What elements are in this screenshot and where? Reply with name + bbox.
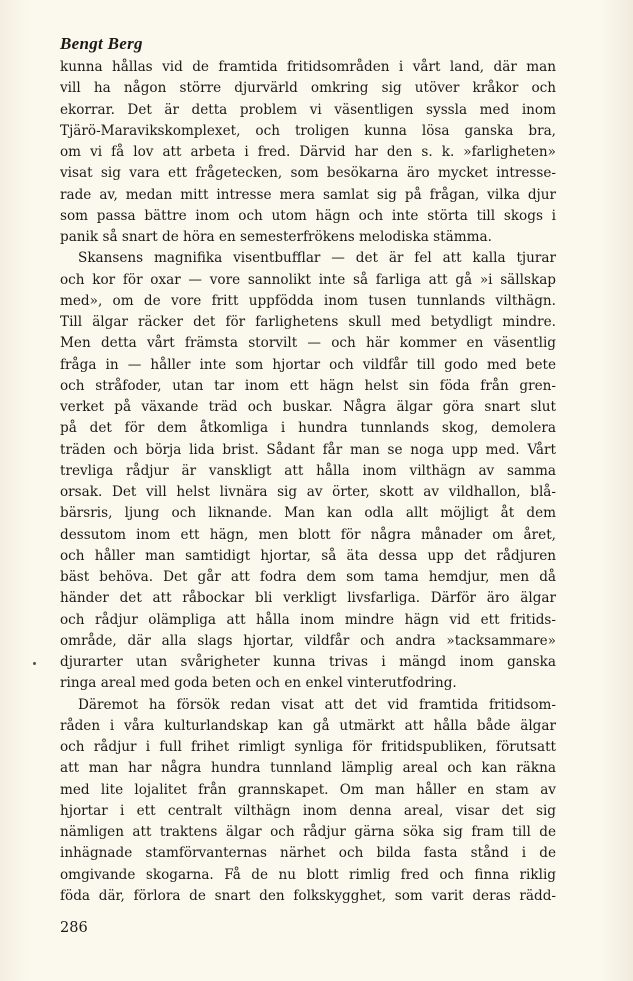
running-header-author: Bengt Berg [60, 34, 143, 53]
text-line: inhägnade stamförvanternas närhet och bilda fasta stånd i de [60, 845, 556, 862]
text-line: orsak. Det vill helst livnära sig av örter, skott av vildhallon, blå- [60, 484, 556, 500]
text-line: med», om de vore fritt uppfödda inom tusen tunnlands vilthägn. [60, 292, 556, 309]
text-line: på det för dem åtkomliga i hundra tunnlands skog, demolera [60, 420, 556, 437]
text-line: Tjärö-Maravikskomplexet, och troligen kunna lösa ganska bra, [60, 122, 556, 139]
text-line: Skansens magnifika visentbufflar — det är fel att kalla tjurar [78, 250, 556, 267]
text-line: kunna hållas vid de framtida fritidsområden i vårt land, där man [60, 59, 556, 75]
page-number: 286 [60, 920, 88, 936]
text-line: om vi få lov att arbeta i fred. Därvid har den s. k. »farligheten» [60, 144, 556, 160]
text-line: djurarter utan svårigheter kunna trivas i mängd inom ganska [60, 654, 556, 670]
text-line: ringa areal med goda beten och en enkel vinterutfodring. [60, 675, 457, 692]
text-line: fråga in — håller inte som hjortar och vildfår till godo med bete [60, 356, 556, 373]
text-line: omgivande skogarna. Få de nu blott rimlig fred och finna riklig [60, 866, 556, 883]
text-line: rade av, medan mitt intresse mera samlat sig på frågan, vilka djur [60, 186, 556, 203]
text-line: område, där alla slags hjortar, vildfår och andra »tacksammare» [60, 632, 556, 649]
text-line: bärsris, ljung och liknande. Man kan odla allt möjligt åt dem [60, 505, 556, 522]
text-line: panik så snart de höra en semesterfrökens melodiska stämma. [60, 229, 492, 245]
text-line: verket på växande träd och buskar. Några älgar göra snart slut [60, 399, 556, 415]
text-line: och kor för oxar — vore sannolikt inte så farliga att gå »i sällskap [60, 271, 556, 288]
text-line: råden i våra kulturlandskap kan gå utmärkt att hålla både älgar [60, 717, 556, 734]
body-text [60, 57, 556, 907]
text-line: och stråfoder, utan tar inom ett hägn helst sin föda från gren- [60, 377, 556, 394]
text-line: händer det att råbockar bli verkligt livsfarliga. Därför äro älgar [60, 590, 556, 607]
text-line: dessutom inom ett hägn, men blott för några månader om året, [60, 526, 556, 543]
text-line: och håller man samtidigt hjortar, så äta dessa upp det rådjuren [60, 547, 556, 564]
text-line: Men detta vårt främsta storvilt — och här kommer en väsentlig [60, 335, 556, 352]
text-line: och rådjur olämpliga att hålla inom mindre hägn vid ett fritids- [60, 611, 556, 628]
text-line: träden och börja lida brist. Sådant får man se noga upp med. Vårt [60, 441, 556, 458]
text-line: hjortar i ett centralt vilthägn inom denna areal, visar det sig [60, 802, 556, 819]
text-line: bäst behöva. Det går att fodra dem som tama hemdjur, men då [60, 569, 556, 585]
text-line: ekorrar. Det är detta problem vi väsentligen syssla med inom [60, 101, 556, 118]
text-line: föda där, förlora de snart den folkskygghet, som varit deras rädd- [60, 887, 556, 904]
text-line: vill ha någon större djurvärld omkring sig utöver kråkor och [60, 80, 556, 97]
text-line: som passa bättre inom och utom hägn och inte störta till skogs i [60, 207, 556, 224]
text-line: trevliga rådjur är vanskligt att hålla inom vilthägn av samma [60, 462, 556, 479]
text-line: Däremot ha försök redan visat att det vid framtida fritidsom- [78, 696, 556, 713]
text-line: visat sig vara ett frågetecken, som besökarna äro mycket intresse- [60, 165, 556, 182]
text-line: Till älgar räcker det för farlighetens skull med betydligt mindre. [60, 314, 556, 330]
text-line: nämligen att traktens älgar och rådjur gärna söka sig fram till de [60, 824, 556, 840]
margin-mark [33, 662, 36, 665]
text-line: med lite lojalitet från grannskapet. Om man håller en stam av [60, 781, 556, 798]
text-line: och rådjur i full frihet rimligt synliga för fritidspubliken, förutsatt [60, 739, 556, 755]
text-line: att man har några hundra tunnland lämplig areal och kan räkna [60, 760, 556, 777]
